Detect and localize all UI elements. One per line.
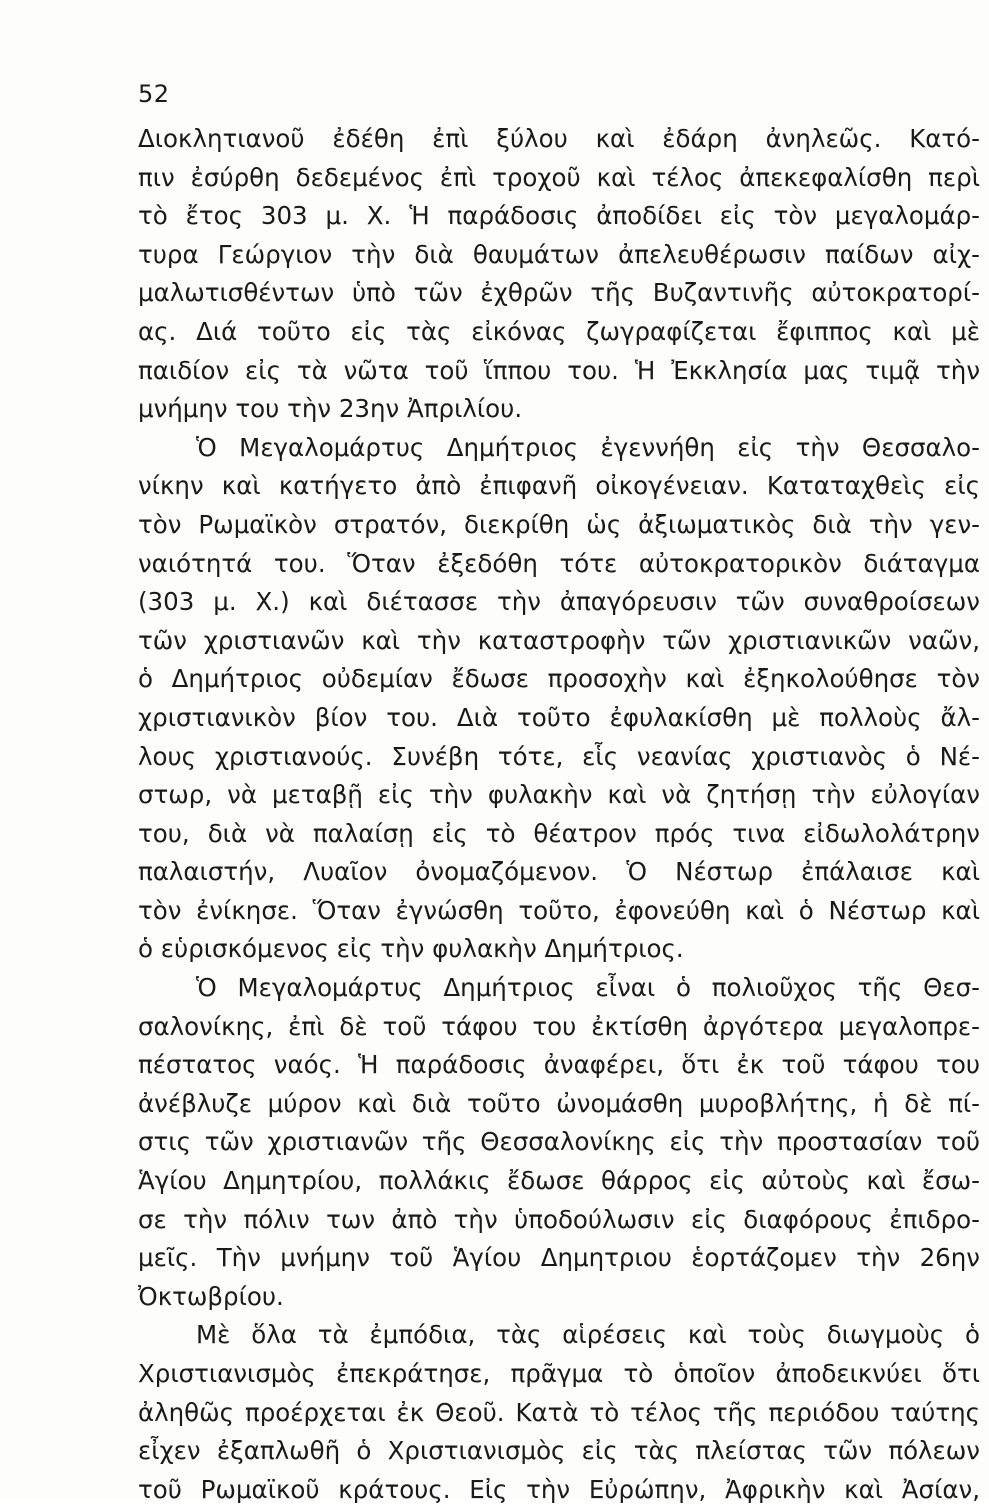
text-line: τὸν ἐνίκησε. Ὅταν ἐγνώσθη τοῦτο, ἐφονεύθη καὶ ὁ Νέστωρ καὶ: [138, 895, 980, 925]
text-line: μαλωτισθέντων ὑπὸ τῶν ἐχθρῶν τῆς Βυζαντινῆς αὐτοκρατορί-: [138, 278, 980, 308]
text-line: ὁ Δημήτριος οὐδεμίαν ἔδωσε προσοχὴν καὶ ἐξηκολούθησε τὸν: [138, 664, 980, 694]
text-line: τυρα Γεώργιον τὴν διὰ θαυμάτων ἀπελευθέρωσιν παίδων αἰχ-: [138, 239, 980, 269]
text-line: πέστατος ναός. Ἡ παράδοσις ἀναφέρει, ὅτι ἐκ τοῦ τάφου του: [138, 1050, 980, 1080]
text-line: εἶχεν ἐξαπλωθῆ ὁ Χριστιανισμὸς εἰς τὰς πλείστας τῶν πόλεων: [138, 1436, 980, 1466]
text-line: μεῖς. Τὴν μνήμην τοῦ Ἁγίου Δημητριου ἑορτάζομεν τὴν 26ην: [138, 1243, 980, 1273]
text-line: παλαιστήν, Λυαῖον ὀνομαζόμενον. Ὁ Νέστωρ ἐπάλαισε καὶ: [138, 857, 980, 887]
text-line: τὸ ἔτος 303 μ. Χ. Ἡ παράδοσις ἀποδίδει εἰς τὸν μεγαλομάρ-: [138, 201, 980, 231]
text-line: του, διὰ νὰ παλαίσῃ εἰς τὸ θέατρον πρός τινα εἰδωλολάτρην: [138, 818, 980, 848]
text-line: στωρ, νὰ μεταβῇ εἰς τὴν φυλακὴν καὶ νὰ ζητήσῃ τὴν εὐλογίαν: [138, 780, 980, 810]
text-line: ἀληθῶς προέρχεται ἐκ Θεοῦ. Κατὰ τὸ τέλος τῆς περιόδου ταύτης: [138, 1397, 980, 1427]
text-line: Διοκλητιανοῦ ἐδέθη ἐπὶ ξύλου καὶ ἐδάρη ἀνηλεῶς. Κατό-: [138, 124, 980, 153]
text-line: σαλονίκης, ἐπὶ δὲ τοῦ τάφου του ἐκτίσθη ἀργότερα μεγαλοπρε-: [138, 1011, 980, 1041]
text-line: τὸν Ρωμαϊκὸν στρατόν, διεκρίθη ὡς ἀξιωματικὸς διὰ τὴν γεν-: [138, 509, 980, 539]
text-line: μνήμην του τὴν 23ην Ἀπριλίου.: [138, 394, 523, 424]
text-line: σε τὴν πόλιν των ἀπὸ τὴν ὑποδούλωσιν εἰς διαφόρους ἐπιδρο-: [138, 1204, 980, 1234]
text-line: ὁ εὑρισκόμενος εἰς τὴν φυλακὴν Δημήτριος.: [138, 934, 684, 964]
text-line: νίκην καὶ κατήγετο ἀπὸ ἐπιφανῆ οἰκογένειαν. Καταταχθεὶς εἰς: [138, 471, 980, 501]
text-line: Ὁ Μεγαλομάρτυς Δημήτριος εἶναι ὁ πολιοῦχος τῆς Θεσ-: [196, 973, 980, 1003]
text-line: στις τῶν χριστιανῶν τῆς Θεσσαλονίκης εἰς τὴν προστασίαν τοῦ: [138, 1127, 980, 1157]
text-line: Μὲ ὅλα τὰ ἐμπόδια, τὰς αἱρέσεις καὶ τοὺς διωγμοὺς ὁ: [196, 1320, 980, 1350]
text-line: τοῦ Ρωμαϊκοῦ κράτους. Εἰς τὴν Εὐρώπην, Ἀφρικὴν καὶ Ἀσίαν,: [138, 1474, 980, 1504]
text-line: τῶν χριστιανῶν καὶ τὴν καταστροφὴν τῶν χριστιανικῶν ναῶν,: [138, 625, 980, 655]
text-line: Χριστιανισμὸς ἐπεκράτησε, πρᾶγμα τὸ ὁποῖον ἀποδεικνύει ὅτι: [138, 1359, 980, 1388]
text-line: λους χριστιανούς. Συνέβη τότε, εἷς νεανίας χριστιανὸς ὁ Νέ-: [138, 741, 980, 771]
text-line: Ὁ Μεγαλομάρτυς Δημήτριος ἐγεννήθη εἰς τὴν Θεσσαλο-: [196, 432, 980, 462]
text-line: ας. Διά τοῦτο εἰς τὰς εἰκόνας ζωγραφίζεται ἔφιππος καὶ μὲ: [138, 316, 980, 346]
text-line: παιδίον εἰς τὰ νῶτα τοῦ ἵππου του. Ἡ Ἐκκλησία μας τιμᾷ τὴν: [138, 355, 980, 385]
text-line: Ἁγίου Δημητρίου, πολλάκις ἔδωσε θάρρος εἰς αὐτοὺς καὶ ἔσω-: [138, 1166, 980, 1196]
body-text: [138, 120, 980, 1509]
text-line: (303 μ. Χ.) καὶ διέτασσε τὴν ἀπαγόρευσιν τῶν συναθροίσεων: [138, 587, 980, 617]
text-line: ἀνέβλυζε μύρον καὶ διὰ τοῦτο ὠνομάσθη μυροβλήτης, ἡ δὲ πί-: [138, 1088, 980, 1118]
text-line: Ὀκτωβρίου.: [138, 1281, 284, 1311]
text-line: ναιότητά του. Ὅταν ἐξεδόθη τότε αὐτοκρατορικὸν διάταγμα: [138, 548, 980, 578]
page-number: 52: [138, 80, 170, 108]
text-line: χριστιανικὸν βίον του. Διὰ τοῦτο ἐφυλακίσθη μὲ πολλοὺς ἄλ-: [138, 702, 980, 732]
text-line: πιν ἐσύρθη δεδεμένος ἐπὶ τροχοῦ καὶ τέλος ἀπεκεφαλίσθη περὶ: [138, 162, 980, 192]
